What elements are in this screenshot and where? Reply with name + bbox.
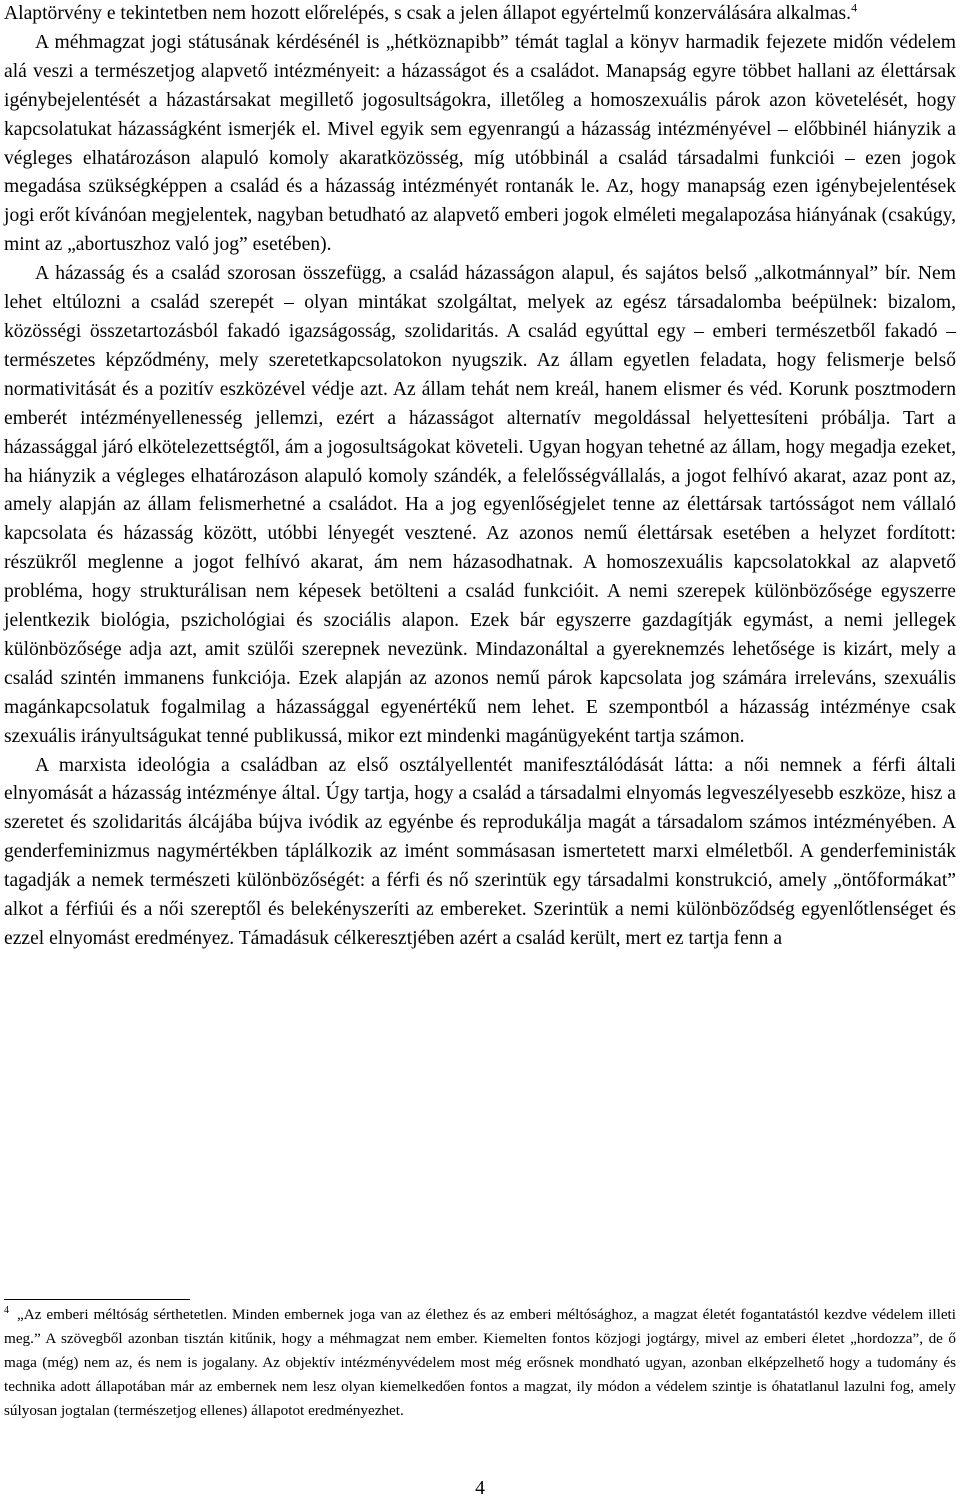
paragraph-1-text: Alaptörvény e tekintetben nem hozott előrelépés, s csak a jelen állapot egyértelmű konzerválására alkalmas.	[4, 3, 852, 24]
footnote-number: 4	[4, 1304, 9, 1316]
paragraph-1	[4, 0, 956, 29]
footnote-reference[interactable]: 4	[851, 0, 858, 15]
document-page	[4, 0, 956, 954]
paragraph-4: A marxista ideológia a családban az első osztályellentét manifesztálódását látta: a női nemnek a férfi általi elnyomását a házasság intézménye által. Úgy tartja, hogy a család a társadalmi elnyomás legveszélyesebb eszköze, hisz a szeretet és szolidaritás álcájába bújva ivódik az egyénbe és reprodukálja magát a társadalom számos intézményében. A genderfeminizmus nagymértékben táplálkozik az imént sommásasan ismertetett marxi elméletből. A genderfeministák tagadják a nemek természeti különbözőségét: a férfi és nő szerintük egy társadalmi konstrukció, amely „öntőformákat” alkot a férfiúi és a női szereptől és belekényszeríti az embereket. Szerintük a nemi különböződség egyenlőtlenséget és ezzel elnyomást eredményez. Támadásuk célkeresztjében azért a család került, mert ez tartja fenn a	[4, 754, 956, 949]
paragraph-2: A méhmagzat jogi státusának kérdésénél is „hétköznapibb” témát taglal a könyv harmadik fejezete midőn védelem alá veszi a természetjog alapvető intézményeit: a házasságot és a családot. Manapság egyre többet hallani az élettársak igénybejelentését a házastársakat megillető jogosultságokra, illetőleg a homoszexuális párok azon követelését, hogy kapcsolatukat házasságként ismerjék el. Mivel egyik sem egyenrangú a házasság intézményével – előbbinél hiányzik a végleges elhatározáson alapuló komoly akaratközösség, míg utóbbinál a család társadalmi funkciói – ezen jogok megadása szükségképpen a család és a házasság intézményét rontanák le. Az, hogy manapság ezen igénybejelentések jogi erőt kívánóan megjelentek, nagyban betudható az alapvető emberi jogok elméleti megalapozása hiányának (csakúgy, mint az „abortuszhoz való jog” esetében).	[4, 31, 956, 256]
footnote-divider	[4, 1299, 190, 1300]
body-text	[4, 0, 956, 954]
footnote	[4, 1303, 956, 1423]
page-number: 4	[475, 1478, 485, 1499]
footnote-text: „Az emberi méltóság sérthetetlen. Minden embernek joga van az élethez és az emberi méltósághoz, a magzat életét fogantatástól kezdve védelem illeti meg.” A szövegből azonban tisztán kitűnik, hogy a méhmagzat nem ember. Kiemelten fontos közjogi jogtárgy, mivel az emberi életet „hordozza”, de ő maga (még) nem az, és nem is jogalany. Az objektív intézményvédelem most még erősnek mondható ugyan, azonban elképzelhető hogy a tudomány és technika adott állapotában már az embernek nem lesz olyan kiemelkedően fontos a magzat, ily módon a védelem szintje is óhatatlanul lazulni fog, amely súlyosan jogtalan (természetjog ellenes) állapotot eredményezhet.	[4, 1306, 956, 1420]
paragraph-3: A házasság és a család szorosan összefügg, a család házasságon alapul, és sajátos belső „alkotmánnyal” bír. Nem lehet eltúlozni a család szerepét – olyan mintákat szolgáltat, melyek az egész társadalomba beépülnek: bizalom, közösségi összetartozásból fakadó igazságosság, szolidaritás. A család egyúttal egy – emberi természetből fakadó – természetes képződmény, mely szeretetkapcsolatokon nyugszik. Az állam egyetlen feladata, hogy felismerje belső normativitását és a pozitív eszközével védje azt. Az állam tehát nem kreál, hanem elismer és véd. Korunk posztmodern emberét intézményellenesség jellemzi, ezért a házasságot alternatív megoldással helyettesíteni próbálja. Tart a házassággal járó elkötelezettségtől, ám a jogosultságokat követeli. Ugyan hogyan tehetné az állam, hogy megadja ezeket, ha hiányzik a végleges elhatározáson alapuló komoly szándék, a felelősségvállalás, a jogot felhívó akarat, azaz pont az, amely alapján az állam felismerhetné a családot. Ha a jog egyenlőségjelet tenne az élettársak tartósságot nem vállaló kapcsolata és házasság között, utóbbi lényegét vesztené. Az azonos nemű élettársak esetében a helyzet fordított: részükről meglenne a jogot felhívó akarat, ám nem házasodhatnak. A homoszexuális kapcsolatokkal az alapvető probléma, hogy strukturálisan nem képesek betölteni a család funkcióit. A nemi szerepek különbözősége egyszerre jelentkezik biológia, pszichológiai és szociális alapon. Ezek bár egyszerre gazdagítják egymást, a nemi jellegek különbözősége adja azt, amit szülői szerepnek nevezünk. Mindazonáltal a gyereknemzés lehetősége is kizárt, mely a család szintén immanens funkciója. Ezek alapján az azonos nemű párok kapcsolata jog számára irreleváns, szexuális magánkapcsolatuk fogalmilag a házassággal egyenértékű nem lehet. E szempontból a házasság intézménye csak szexuális irányultságukat tenné publikussá, mikor ezt mindenki magánügyeként tartja számon.	[4, 263, 956, 747]
